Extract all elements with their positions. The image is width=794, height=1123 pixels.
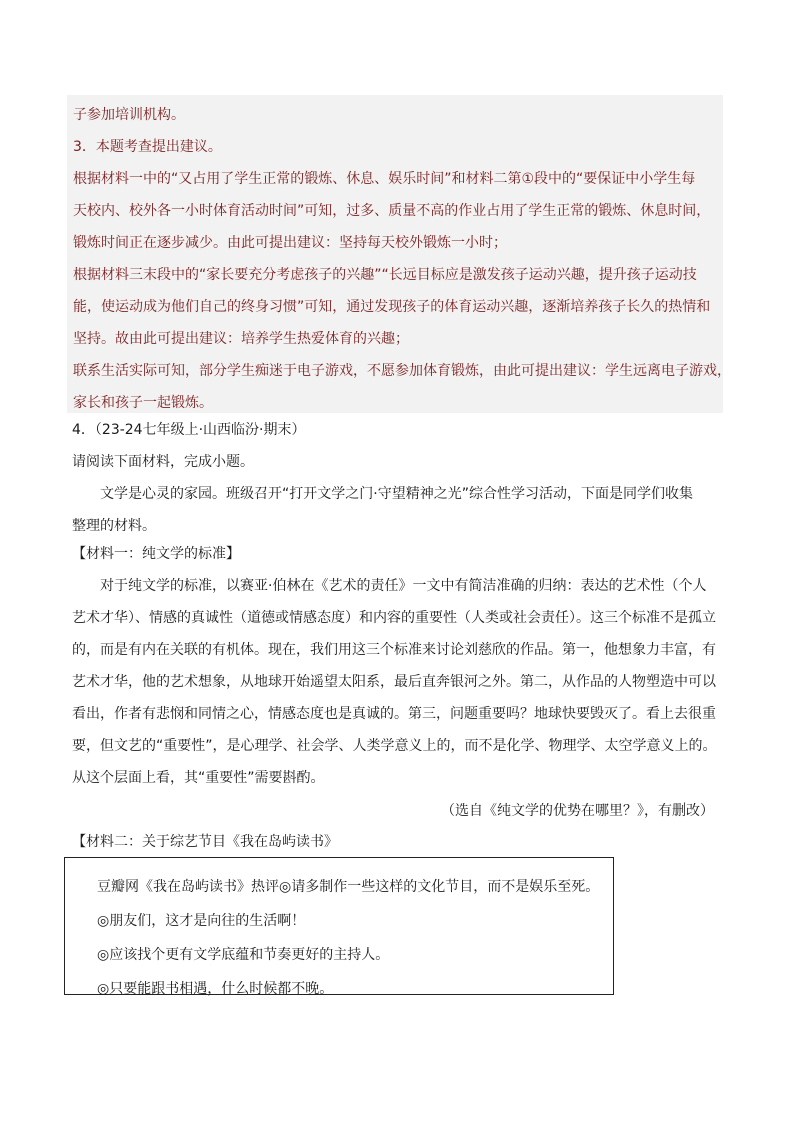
answer-line: 联系生活实际可知，部分学生痴迷于电子游戏，不愿参加体育锻炼，由此可提出建议：学生远离电子游戏， <box>73 363 731 379</box>
material1-line: 要，但文艺的“重要性”，是心理学、社会学、人类学意义上的，而不是化学、物理学、太空学意义上的。 <box>72 738 717 754</box>
answer-line: 锻炼时间正在逐步减少。由此可提出建议：坚持每天校外锻炼一小时； <box>73 235 507 251</box>
material1-title: 【材料一：纯文学的标准】 <box>72 546 240 562</box>
intro-line: 文学是心灵的家园。班级召开“打开文学之门·守望精神之光”综合性学习活动，下面是同学们收集 <box>100 486 693 502</box>
answer-line: 根据材料一中的“又占用了学生正常的锻炼、休息、娱乐时间”和材料二第①段中的“要保证中小学生每 <box>73 171 696 187</box>
material1-paragraph <box>72 570 732 794</box>
comment-line: ◎只要能跟书相遇，什么时候都不晚。 <box>97 981 334 997</box>
answer-line: 根据材料三末段中的“家长要充分考虑孩子的兴趣”“长远目标应是激发孩子运动兴趣，提升孩子运动技 <box>73 267 697 283</box>
comment-line: ◎应该找个更有文学底蕴和节奏更好的主持人。 <box>97 947 390 963</box>
answer-line: 3．本题考查提出建议。 <box>73 139 222 155</box>
question-instruction: 请阅读下面材料，完成小题。 <box>72 454 254 470</box>
material1-line: 对于纯文学的标准，以赛亚·伯林在《艺术的责任》一文中有简洁准确的归纳：表达的艺术性（个人 <box>100 578 707 594</box>
material2-title: 【材料二：关于综艺节目《我在岛屿读书》 <box>72 834 338 850</box>
intro-paragraph <box>72 478 732 542</box>
comment-line: 豆瓣网《我在岛屿读书》热评◎请多制作一些这样的文化节目，而不是娱乐至死。 <box>97 879 600 895</box>
material1-line: 的，而是有内在关联的有机体。现在，我们用这三个标准来讨论刘慈欣的作品。第一，他想象力丰富，有 <box>72 642 716 658</box>
material1-line: 艺术才华，他的艺术想象，从地球开始遥望太阳系，最后直奔银河之外。第二，从作品的人物塑造中可以 <box>72 674 716 690</box>
material1-line: 看出，作者有悲悯和同情之心，情感态度也是真诚的。第三，问题重要吗？地球快要毁灭了。看上去很重 <box>72 706 716 722</box>
answer-analysis-box <box>67 95 731 413</box>
material1-line: 艺术才华）、情感的真诚性（道德或情感态度）和内容的重要性（人类或社会责任）。这三个标准不是孤立 <box>72 610 716 626</box>
answer-line: 能，使运动成为他们自己的终身习惯”可知，通过发现孩子的体育运动兴趣，逐渐培养孩子长久的热情和 <box>73 299 711 315</box>
material1-source: （选自《纯文学的优势在哪里？》，有删改） <box>441 803 714 819</box>
comments-box <box>64 857 614 995</box>
answer-line: 坚持。故由此可提出建议：培养学生热爱体育的兴趣； <box>73 331 409 347</box>
answer-line: 子参加培训机构。 <box>73 107 185 123</box>
question-header: 4．（23-24七年级上·山西临汾·期末） <box>72 422 306 438</box>
intro-line: 整理的材料。 <box>72 518 156 534</box>
answer-line: 天校内、校外各一小时体育活动时间”可知，过多、质量不高的作业占用了学生正常的锻炼、休息时间， <box>73 203 711 219</box>
material1-line: 从这个层面上看，其“重要性”需要斟酌。 <box>72 770 325 786</box>
comment-line: ◎朋友们，这才是向往的生活啊！ <box>97 913 306 929</box>
answer-line: 家长和孩子一起锻炼。 <box>73 395 213 411</box>
